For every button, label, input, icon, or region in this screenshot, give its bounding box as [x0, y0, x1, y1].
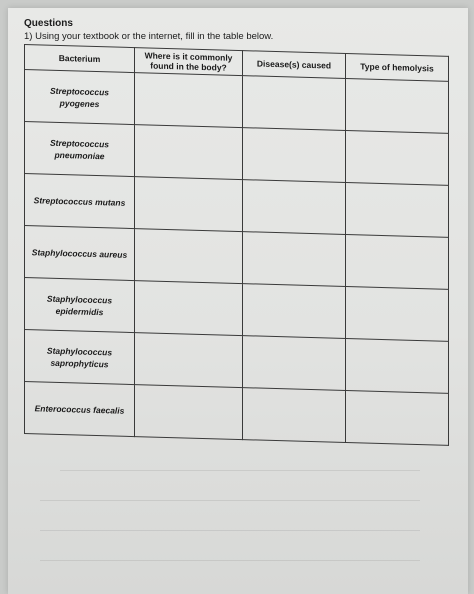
disease-answer-cell[interactable]	[243, 388, 346, 443]
bacterium-name: Staphylococcus epidermidis	[46, 293, 113, 317]
location-answer-cell[interactable]	[135, 333, 243, 388]
location-answer-cell[interactable]	[135, 177, 243, 232]
location-answer-cell[interactable]	[135, 125, 243, 180]
bacterium-cell	[25, 174, 135, 229]
hemolysis-answer-cell[interactable]	[346, 182, 449, 237]
table-row	[25, 382, 449, 446]
header-location: Where is it commonly found in the body?	[135, 48, 243, 76]
hemolysis-answer-cell[interactable]	[346, 234, 449, 289]
bacteria-table-container	[24, 44, 448, 443]
header-hemolysis: Type of hemolysis	[346, 53, 449, 81]
bacterium-name: Staphylococcus saprophyticus	[46, 345, 113, 369]
question-instruction: 1) Using your textbook or the internet, fill in the table below.	[24, 31, 274, 42]
hemolysis-answer-cell[interactable]	[346, 130, 449, 185]
bacterium-cell	[25, 278, 135, 333]
disease-answer-cell[interactable]	[243, 284, 346, 339]
bacterium-name: Staphylococcus aureus	[31, 246, 128, 260]
hemolysis-answer-cell[interactable]	[346, 390, 449, 445]
bacterium-cell	[25, 382, 135, 437]
section-heading: Questions	[24, 18, 73, 29]
header-bacterium: Bacterium	[25, 45, 135, 73]
location-answer-cell[interactable]	[135, 73, 243, 128]
bacterium-name: Streptococcus pneumoniae	[49, 137, 110, 161]
location-answer-cell[interactable]	[135, 281, 243, 336]
hemolysis-answer-cell[interactable]	[346, 286, 449, 341]
disease-answer-cell[interactable]	[243, 180, 346, 235]
header-diseases: Disease(s) caused	[243, 51, 346, 79]
bacterium-name: Streptococcus mutans	[33, 194, 126, 208]
bacteria-table	[24, 44, 449, 446]
faint-rule	[40, 500, 420, 501]
faint-rule	[40, 560, 420, 561]
hemolysis-answer-cell[interactable]	[346, 338, 449, 393]
bacterium-name: Streptococcus pyogenes	[49, 85, 110, 109]
bacterium-cell	[25, 226, 135, 281]
disease-answer-cell[interactable]	[243, 76, 346, 131]
disease-answer-cell[interactable]	[243, 336, 346, 391]
hemolysis-answer-cell[interactable]	[346, 78, 449, 133]
bacterium-cell	[25, 122, 135, 177]
bacterium-name: Enterococcus faecalis	[34, 402, 125, 416]
location-answer-cell[interactable]	[135, 385, 243, 440]
faint-rule	[60, 470, 420, 471]
disease-answer-cell[interactable]	[243, 232, 346, 287]
faint-rule	[40, 530, 420, 531]
bacterium-cell	[25, 70, 135, 125]
bacterium-cell	[25, 330, 135, 385]
location-answer-cell[interactable]	[135, 229, 243, 284]
disease-answer-cell[interactable]	[243, 128, 346, 183]
